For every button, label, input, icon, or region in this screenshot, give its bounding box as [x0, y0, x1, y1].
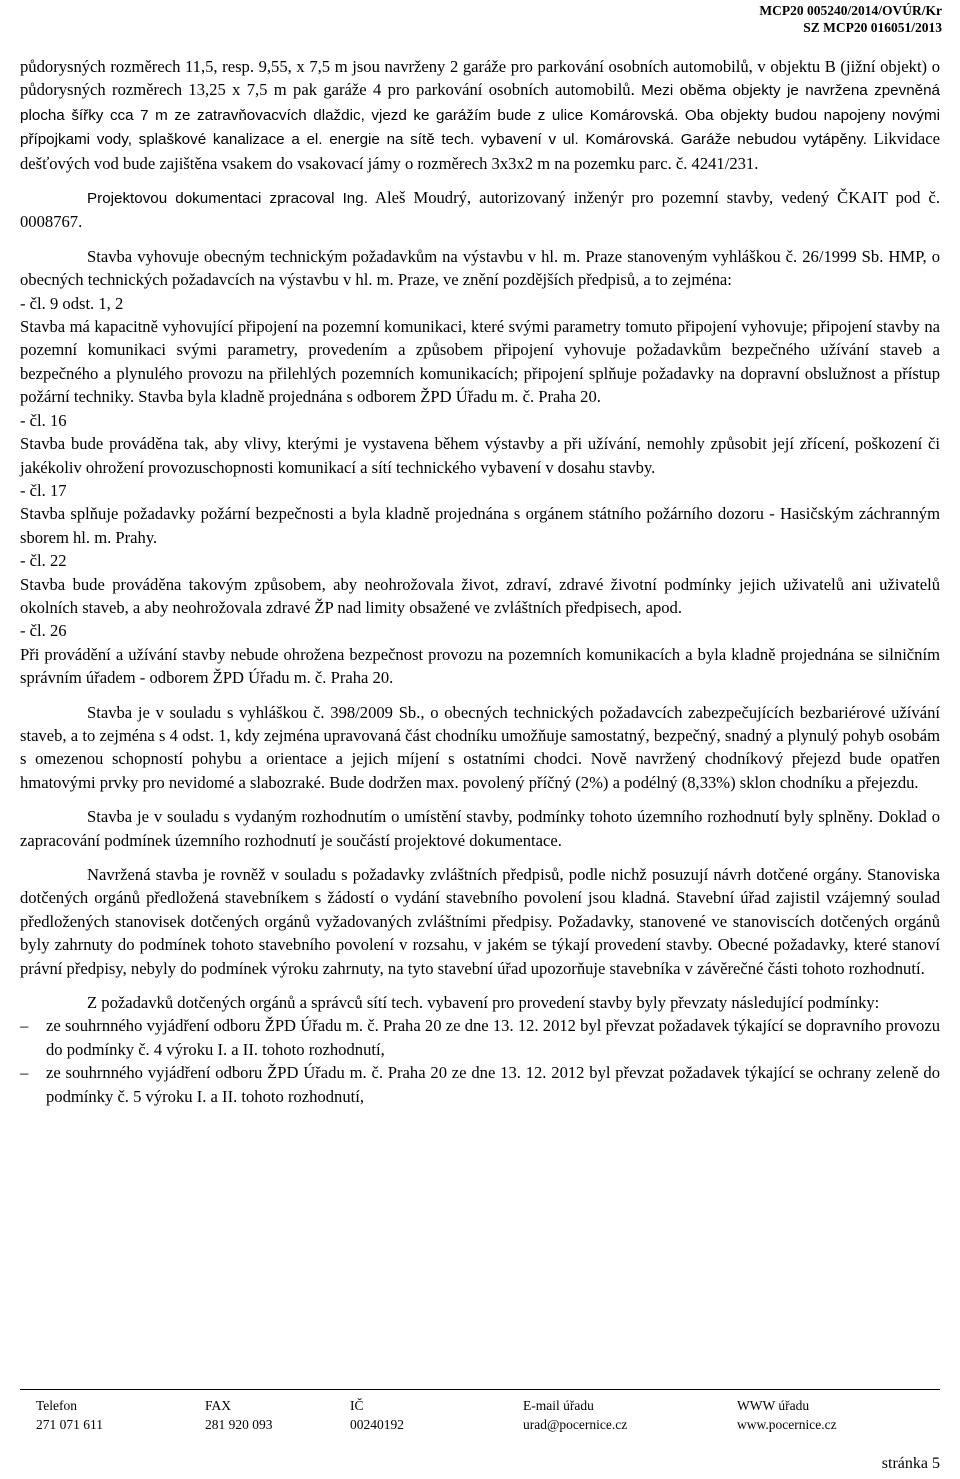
footer-phone: Telefon 271 071 611 [36, 1398, 103, 1432]
document-reference [759, 2, 942, 36]
footer-divider [20, 1389, 940, 1390]
paragraph: Stavba je v souladu s vydaným rozhodnutím o umístění stavby, podmínky tohoto územního rozhodnutí byly splněny. Doklad o zapracování podmínek územního rozhodnutí je součástí projektové dokumentace. [20, 807, 940, 850]
section-heading: - čl. 22 [20, 551, 67, 571]
section-heading: - čl. 17 [20, 480, 67, 500]
paragraph: Stavba má kapacitně vyhovující připojení na pozemní komunikaci, které svými parametry tomuto připojení vyhovuje; připojení stavby na pozemní komunikaci svými parametry, provedením a způsobem připojení vyhovuje požadavkům bezpečného užívání staveb a bezpečného a plynulého provozu na přilehlých pozemních komunikacích; připojení splňuje požadavky na dopravní obslužnost a přístup požární techniky. Stavba byla kladně projednána s odborem ŽPD Úřadu m. č. Praha 20. [20, 317, 940, 407]
footer-fax: FAX 281 920 093 [205, 1398, 273, 1432]
section-heading: - čl. 9 odst. 1, 2 [20, 293, 124, 313]
list-item: – ze souhrnného vyjádření odboru ŽPD Úřadu m. č. Praha 20 ze dne 13. 12. 2012 byl převzat požadavek týkající se ochrany zeleně do podmínky č. 5 výroku I. a II. tohoto rozhodnutí, [20, 1061, 940, 1108]
list-item: – ze souhrnného vyjádření odboru ŽPD Úřadu m. č. Praha 20 ze dne 13. 12. 2012 byl převzat požadavek týkající se dopravního provozu do podmínky č. 4 výroku I. a II. tohoto rozhodnutí, [20, 1014, 940, 1061]
section-heading: - čl. 26 [20, 621, 67, 641]
footer-www: WWW úřadu www.pocernice.cz [737, 1398, 837, 1432]
footer-ic: IČ 00240192 [350, 1398, 404, 1432]
paragraph: Stavba splňuje požadavky požární bezpečnosti a byla kladně projednána s orgánem státního požárního dozoru - Hasičským záchranným sborem hl. m. Prahy. [20, 504, 940, 547]
paragraph: Stavba vyhovuje obecným technickým požadavkům na výstavbu v hl. m. Praze stanoveným vyhláškou č. 26/1999 Sb. HMP, o obecných technických požadavcích na výstavbu v hl. m. Praze, ve znění pozdějších předpisů, a to zejména: [20, 246, 940, 290]
footer-email: E-mail úřadu urad@pocernice.cz [523, 1398, 628, 1432]
website-link[interactable]: www.pocernice.cz [737, 1417, 837, 1432]
paragraph: Při provádění a užívání stavby nebude ohrožena bezpečnost provozu na pozemních komunikacích a byla kladně projednána se silničním správním úřadem - odborem ŽPD Úřadu m. č. Praha 20. [20, 644, 940, 688]
paragraph: Stavba bude prováděna tak, aby vlivy, kterými je vystavena během výstavby a při užívání, nemohly způsobit její zřícení, poškození či jakékoliv ohrožení provozuschopnosti komunikací a sítí technického vybavení v dosahu stavby. [20, 434, 940, 477]
dash-bullet: – [20, 1063, 29, 1083]
dash-bullet: – [20, 1016, 29, 1036]
email-link[interactable]: urad@pocernice.cz [523, 1417, 628, 1432]
paragraph: Stavba bude prováděna takovým způsobem, aby neohrožovala život, zdraví, zdravé životní podmínky jejich uživatelů ani uživatelů okolních staveb, a aby neohrožovala zdravé ŽP nad limity obsažené ve zvláštních předpisech, apod. [20, 574, 940, 617]
paragraph: půdorysných rozměrech 11,5, resp. 9,55, x 7,5 m jsou navrženy 2 garáže pro parkování osobních automobilů, v objektu B (jižní objekt) o půdorysných rozměrech 13,25 x 7,5 m pak garáže 4 pro parkování osobních automobilů. Mezi oběma objekty je navržena zpevněná plocha šířky cca 7 m ze zatravňovacvích dlaždic, vjezd ke garážím bude z ulice Komárovská. Oba objekty budou napojeny novými přípojkami vody, splaškové kanalizace a el. energie na sítě tech. vybavení v ul. Komárovská. Garáže nebudou vytápěny. Likvidace dešťových vod bude zajištěna vsakem do vsakovací jámy o rozměrech 3x3x2 m na pozemku parc. č. 4241/231. [20, 57, 940, 173]
reference-number: MCP20 005240/2014/OVÚR/Kr [759, 3, 942, 18]
paragraph: Stavba je v souladu s vyhláškou č. 398/2009 Sb., o obecných technických požadavcích zabezpečujících bezbariérové užívání staveb, a to zejména s 4 odst. 1, kdy zejména upravovaná část chodníku umožňuje samostatný, bezpečný, snadný a plynulý pohyb osobám s omezenou schopností pohybu a orientace a jejich míjení s ostatními chodci. Nově navržený chodníkový přejezd bude opatřen hmatovými prvky pro nevidomé a slabozraké. Bude dodržen max. povolený příčný (2%) a podélný (8,33%) sklon chodníku a přejezdu. [20, 702, 940, 792]
paragraph: Navržená stavba je rovněž v souladu s požadavky zvláštních předpisů, podle nichž posuzují návrh dotčené orgány. Stanoviska dotčených orgánů předložená stavebníkem s žádostí o vydání stavebního povolení jsou kladná. Stavební úřad zajistil vzájemný soulad předložených stanovisek dotčených orgánů vyžadovaných zvláštními předpisy. Požadavky, stanovené ve stanoviscích dotčených orgánů byly zahrnuty do podmínek tohoto stavebního povolení v rozsahu, v jakém se týkají provedení stavby. Obecné požadavky, které stanoví právní předpisy, nebyly do podmínek výroku zahrnuty, na tyto stavební úřad upozorňuje stavebníka v závěrečné části tohoto rozhodnutí. [20, 865, 940, 978]
page-number: stránka 5 [881, 1455, 940, 1472]
paragraph: Projektovou dokumentaci zpracoval Ing. Aleš Moudrý, autorizovaný inženýr pro pozemní stavby, vedený ČKAIT pod č. 0008767. [20, 188, 940, 232]
file-number: SZ MCP20 016051/2013 [803, 20, 942, 35]
section-heading: - čl. 16 [20, 410, 67, 430]
document-body [20, 55, 940, 1108]
paragraph: Z požadavků dotčených orgánů a správců sítí tech. vybavení pro provedení stavby byly převzaty následující podmínky: [87, 993, 880, 1013]
